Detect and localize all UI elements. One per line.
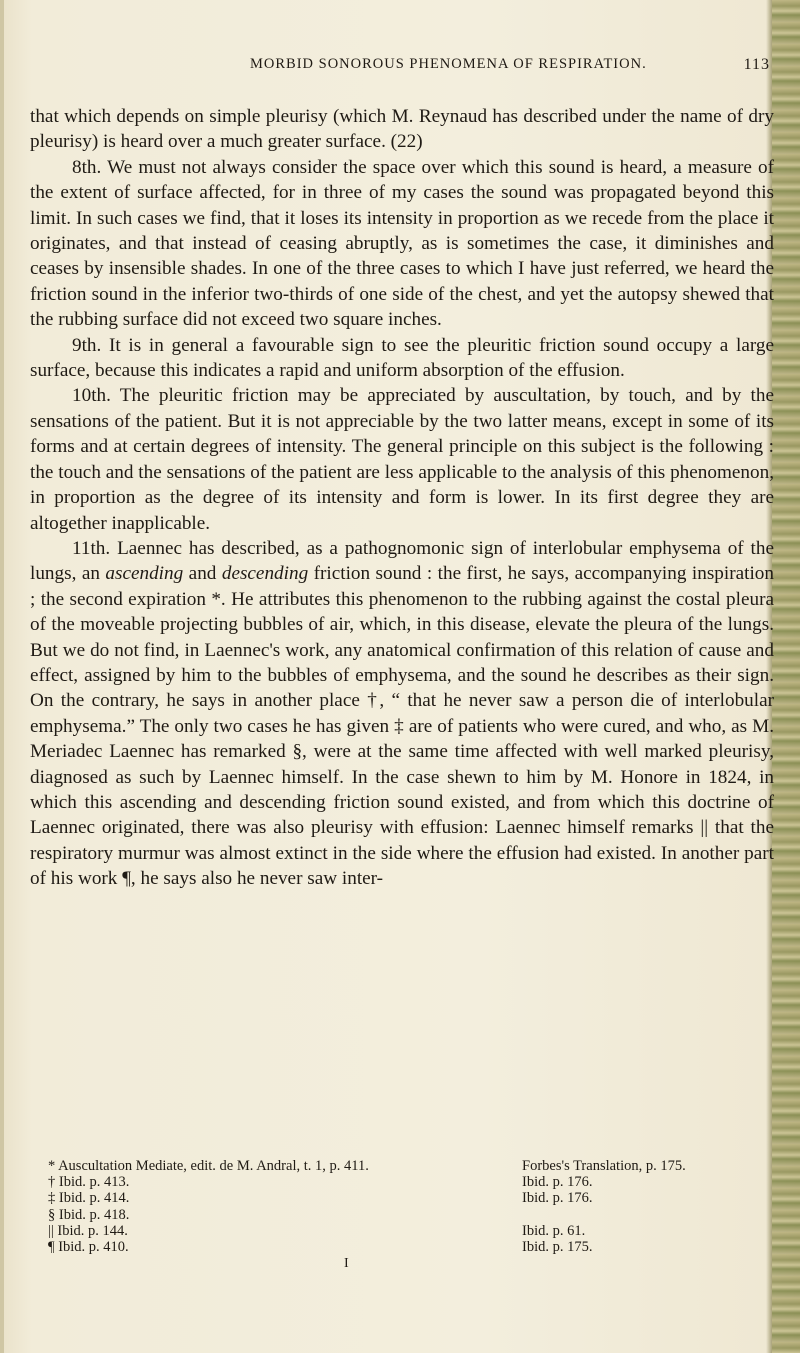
footnote-citation: ‡ Ibid. p. 414. xyxy=(48,1190,130,1207)
footnote-row xyxy=(48,1158,768,1174)
paragraph-11th-part-2: and xyxy=(183,563,222,585)
footnote-row xyxy=(48,1190,768,1206)
running-header xyxy=(250,56,770,80)
footnote-row xyxy=(48,1223,768,1239)
footnote-translation-citation xyxy=(522,1207,768,1223)
paragraph-continuation: that which depends on simple pleurisy (which M. Reynaud has described under the name of dry pleurisy) is heard over a much greater surface. (22) xyxy=(30,106,774,153)
body-text xyxy=(30,104,774,892)
footnote-citation: § Ibid. p. 418. xyxy=(48,1206,130,1223)
footnote-row xyxy=(48,1207,768,1223)
footnote-translation-citation: Ibid. p. 176. xyxy=(522,1190,593,1207)
footnote-translation-citation: Ibid. p. 175. xyxy=(522,1238,593,1255)
footnote-row xyxy=(48,1174,768,1190)
footnotes xyxy=(48,1158,768,1255)
paragraph-11th-part-3: friction sound : the first, he says, accompanying inspiration ; the second expiration *. He attributes this phenomenon to the rubbing against the costal pleura of the moveable projecting bubbles of air, which, in this disease, elevate the pleura of the lungs. But we do not find, in Laennec's work, any anatomical confirmation of this relation of cause and effect, assigned by him to the bubbles of emphysema, and the sound he describes as their sign. On the contrary, he says in another place †, “ that he never saw a person die of interlobular emphysema.” The only two cases he has given ‡ are of patients who were cured, and who, as M. Meriadec Laennec has remarked §, were at the same time affected with well marked pleurisy, diagnosed as such by Laennec himself. In the case shewn to him by M. Honore in 1824, in which this ascending and descending friction sound existed, and from which this doctrine of Laennec originated, there was also pleurisy with effusion: Laennec himself remarks || that the respiratory murmur was almost extinct in the side where the effusion had existed. In another part of his work ¶, he says also he never saw inter- xyxy=(30,563,774,890)
emphasis-descending: descending xyxy=(221,563,309,585)
footnote-translation-citation: Ibid. p. 61. xyxy=(522,1222,586,1239)
footnote-translation-citation: Ibid. p. 176. xyxy=(522,1174,593,1191)
signature-mark: I xyxy=(344,1256,349,1271)
footnote-citation: † Ibid. p. 413. xyxy=(48,1174,130,1191)
footnote-citation: * Auscultation Mediate, edit. de M. Andral, t. 1, p. 411. xyxy=(48,1158,369,1174)
paragraph-9th: 9th. It is in general a favourable sign to see the pleuritic friction sound occupy a large surface, because this indicates a rapid and uniform absorption of the effusion. xyxy=(30,334,774,382)
footnote-translation-citation: Forbes's Translation, p. 175. xyxy=(522,1158,686,1174)
footnote-row xyxy=(48,1239,768,1255)
paragraph-11th-part-1: 11th. Laennec has described, as a pathognomonic sign of interlobular emphysema of the lungs, an xyxy=(30,537,774,585)
running-title: MORBID SONOROUS PHENOMENA OF RESPIRATION. xyxy=(250,56,647,72)
page-left-edge xyxy=(0,0,4,1353)
paragraph-11th xyxy=(30,536,774,892)
paragraph-10th: 10th. The pleuritic friction may be appreciated by auscultation, by touch, and by the sensations of the patient. But it is not appreciable by the two latter means, except in some of its forms and at certain degrees of intensity. The general principle on this subject is the following : the touch and the sensations of the patient are less applicable to the analysis of this phenomenon, in proportion as the degree of its intensity and form is lower. In its first degree they are altogether inapplicable. xyxy=(30,385,774,534)
page-number: 113 xyxy=(743,56,770,73)
emphasis-ascending: ascending xyxy=(105,563,184,585)
footnote-citation: ¶ Ibid. p. 410. xyxy=(48,1238,129,1255)
page-fore-edge xyxy=(772,0,800,1353)
paragraph-8th: 8th. We must not always consider the space over which this sound is heard, a measure of the extent of surface affected, for in three of my cases the sound was propagated beyond this limit. In such cases we find, that it loses its intensity in proportion as we recede from the place it originates, and that instead of ceasing abruptly, as is sometimes the case, it diminishes and ceases by insensible shades. In one of the three cases to which I have just referred, we heard the friction sound in the inferior two-thirds of one side of the chest, and yet the autopsy shewed that the rubbing surface did not exceed two square inches. xyxy=(30,156,774,331)
footnote-citation: || Ibid. p. 144. xyxy=(48,1222,128,1239)
